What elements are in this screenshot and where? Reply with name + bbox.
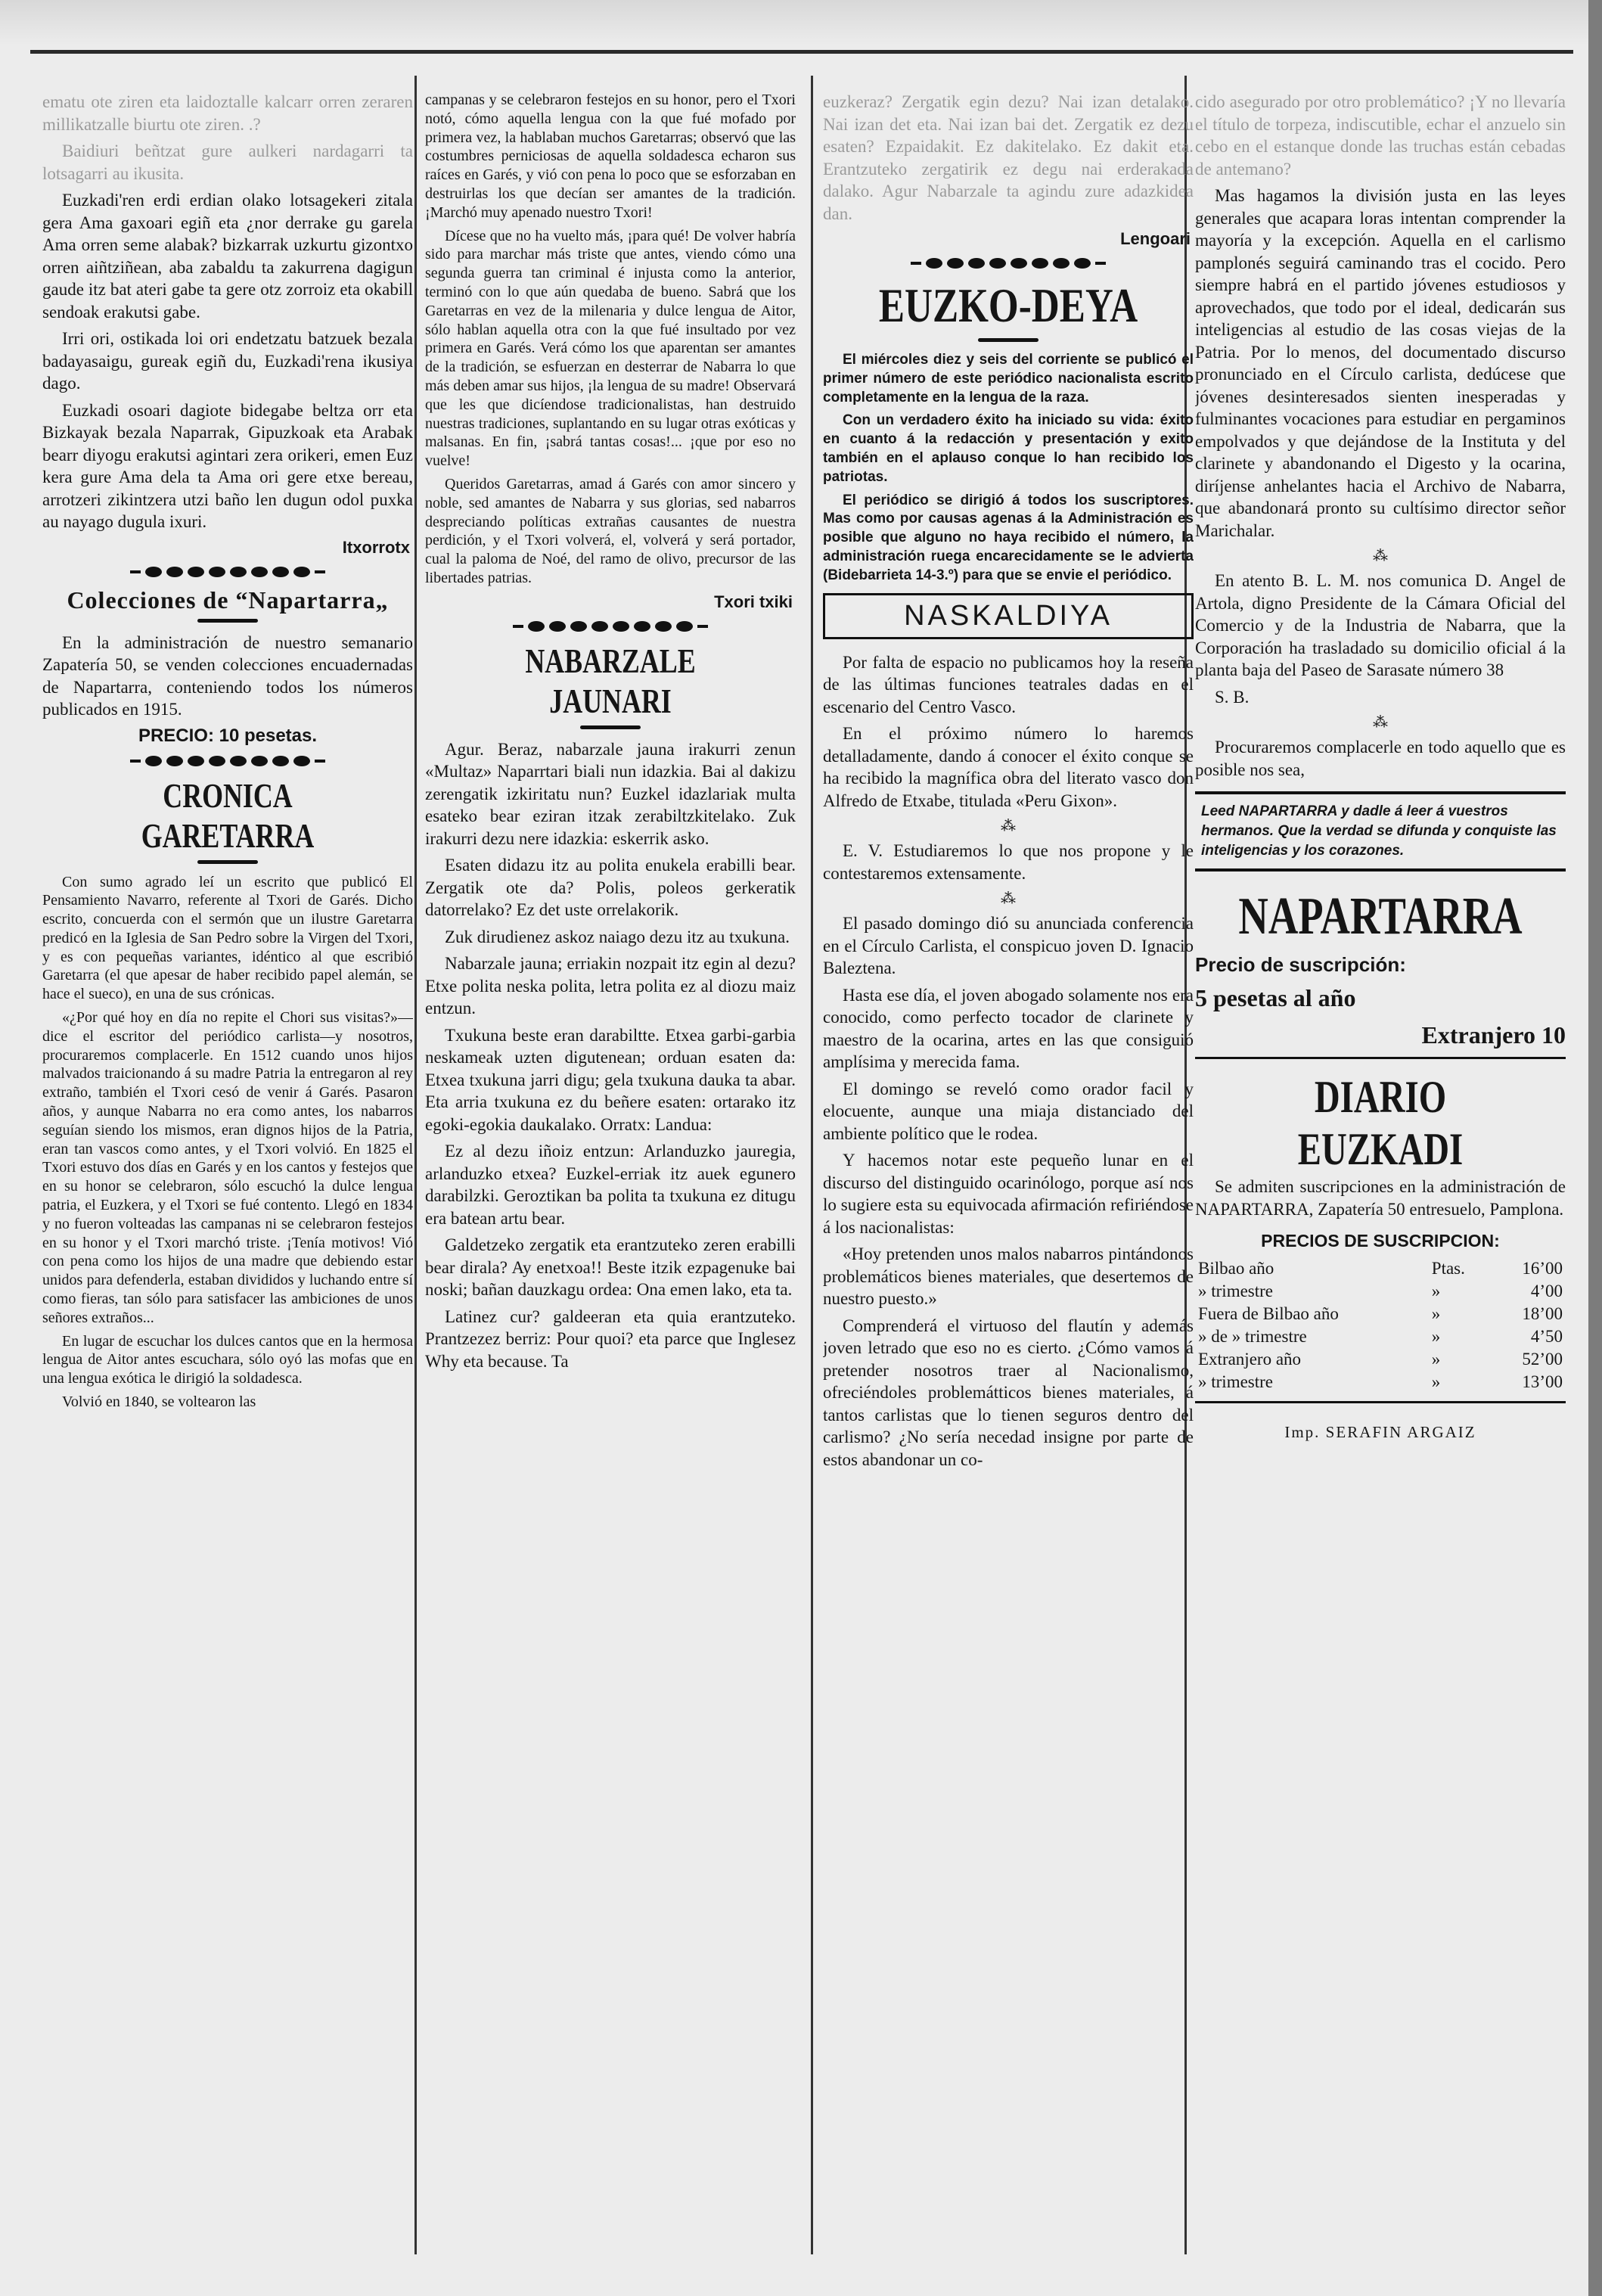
nabarzale-paragraph: Ez al dezu iñoiz entzun: Arlanduzko jauregia, arlanduzko etxea? Euzkel-erriak itz auek egunero darabilzki. Geroztikan ba polita ta txukuna ez ditugu era batean artu bear. (425, 1142, 796, 1228)
rate-value: 18’00 (1522, 1304, 1563, 1323)
rate-unit: » (1431, 1327, 1441, 1346)
conference-paragraph: El pasado domingo dió su anunciada conferencia en el Círculo Carlista, el conspicuo joven D. Ignacio Baleztena. (823, 914, 1194, 978)
cronica-title: CRONICA GARETARRA (141, 775, 315, 855)
nabarzale-paragraph: Txukuna beste eran darabiltte. Etxea garbi-garbia neskameak uzten digutenean; orduan esaten da: Etxea txukuna jarri digu; gela txukuna dauka ta abar. Eta arria txukuna ez du beñere esaten: ortarako itz egoki-egokia daukalako. Orratx: Landua: (425, 1025, 796, 1134)
cronica-paragraph: Volvió en 1840, se voltearon las (62, 1393, 256, 1411)
rate-unit: » (1431, 1282, 1441, 1300)
article-paragraph: euzkeraz? Zergatik egin dezu? Nai izan detalako. Nai izan det eta. Nai izan bai det. Zergatik ez dezu esaten? Ezpaidakit. Ez dakitelako. Ez dakit eta. Erantzuteko zergatirik ez degu nai erderakada dalako. Agur Nabarzale ta agindu zure adazkidea dan. (823, 92, 1194, 223)
nabarzale-paragraph: Agur. Beraz, nabarzale jauna irakurri zenun «Multaz» Naparrtari biali nun idazkia. Bai al dakizu zerengatik izkiritatu nun? Euzkel idazlariak multa esateko bear eziran itzak zerabiltzkitelako. Zuk irakurri dezu nere idazkia: eskerrik asko. (425, 739, 796, 848)
euzko-deya-title: EUZKO-DEYA (878, 278, 1138, 332)
rate-value: 13’00 (1522, 1372, 1563, 1391)
signature-initials: S. B. (1215, 687, 1250, 707)
rate-unit: Ptas. (1431, 1259, 1465, 1278)
rate-value: 4’50 (1530, 1327, 1563, 1346)
printer-imprint: Imp. SERAFIN ARGAIZ (1284, 1423, 1476, 1441)
article-paragraph: En atento B. L. M. nos comunica D. Angel de Artola, digno Presidente de la Cámara Oficial del Comercio y de la Industria de Nabarra, que la Corporación ha trasladado su domicilio oficial á la planta baja del Paseo de Sarasate número 38 (1195, 571, 1566, 679)
divider-line (1195, 1401, 1566, 1403)
asterism-divider: ⁂ (1001, 890, 1016, 908)
rate-row (1195, 1257, 1566, 1280)
conference-paragraph: «Hoy pretenden unos malos nabarros pintándonos problemáticos bienes materiales, que desertemos de nuestro puesto.» (823, 1244, 1194, 1309)
rate-value: 52’00 (1522, 1350, 1563, 1369)
article-paragraph: Euzkadi'ren erdi erdian olako lotsagekeri zitala gera Ama gaxoari egiñ eta ¿nor derrake gu garela Ama orren seme alabak? bizkarrak uzkurtu gizontxo orren aiñtziñean, aba zabaldu ta zakurrena dagigun gaude itz bat ateri gabe ta gere otz zorroiz eta okabill sendoak erakutsi gabe. (42, 191, 413, 322)
author-signature: Lengoari (1120, 229, 1191, 248)
ornament-divider (42, 753, 413, 769)
rate-unit: » (1431, 1372, 1441, 1391)
nabarzale-paragraph: Zuk dirudienez askoz naiago dezu itz au txukuna. (445, 927, 790, 946)
rate-value: 16’00 (1522, 1259, 1563, 1278)
column-4 (1195, 91, 1566, 2254)
ornament-dash (580, 725, 641, 729)
naskaldiya-title: NASKALDIYA (823, 593, 1194, 639)
colecciones-price: PRECIO: 10 pesetas. (138, 725, 318, 746)
precio-extranjero: Extranjero 10 (1421, 1021, 1566, 1049)
nabarzale-paragraph: Nabarzale jauna; erriakin nozpait itz egin al dezu? Etxe polita neska polita, letra polita ez al diozu maiz entzun. (425, 954, 796, 1018)
article-paragraph: ematu ote ziren eta laidoztalle kalcarr orren zeraren millikatzalle biurtu ote ziren. .? (42, 92, 413, 134)
colecciones-text: En la administración de nuestro semanario Zapatería 50, se venden colecciones encuadernadas de Napartarra, conteniendo todos los números publicados en 1915. (42, 632, 413, 719)
nabarzale-paragraph: Esaten didazu itz au polita enukela erabilli bear. Zergatik ote da? Polis, poleos gerkeratik datorrelako? Ez det uste orrelakorik. (425, 856, 796, 920)
precio-suscripcion-label: Precio de suscripción: (1195, 953, 1406, 976)
article-paragraph: cido asegurado por otro problemático? ¡Y no llevaría el título de torpeza, indiscutible, echar el anzuelo sin cebo en el estanque donde las truchas están cebadas de antemano? (1195, 92, 1566, 179)
article-paragraph: Mas hagamos la división justa en las leyes generales que acapara loras intentan comprender la mayoría y la excepción. Aquella en el carlismo pamplonés seguirá caminando tras el cocido. Pero siempre habrá en el partido jóvenes estudiosos y aprovechados, que todo por el ideal, dedicarán sus inteligencias al estudio de las cosas viejas de la Patria. Por lo menos, del documentado discurso pronunciado en el Círculo carlista, dedúcese que jóvenes desinteresados sienten inesperadas y fulminantes vocaciones para estudiar en pergaminos empolvados y que dejándose de la Instituta y del clarinete y abandonando el Digesto y la ocarina, diríjense anhelantes hacia el Archivo de Nabarra, que abandonará pronto su cultísimo director señor Marichalar. (1195, 186, 1566, 540)
rate-row (1195, 1280, 1566, 1303)
rate-row (1195, 1348, 1566, 1371)
conference-paragraph: Comprenderá el virtuoso del flautín y además joven letrado que eso no es cierto. ¿Cómo vamos á pretender nosotros traer al Nacionalismo, ofreciéndoles problemátticos bienes materiales, á tantos carlistas que lo tienen seguros dentro del carlismo? ¿No sería necedad insigne por parte de estos abandonar un co- (823, 1316, 1194, 1469)
rate-row (1195, 1371, 1566, 1393)
divider-line (1195, 1057, 1566, 1059)
asterism-divider: ⁂ (1373, 714, 1388, 731)
ornament-divider (425, 618, 796, 635)
conference-paragraph: Hasta ese día, el joven abogado solamente nos era conocido, como perfecto tocador de clarinete y maestro de la ocarina, artes en las que consiguió amplísima y merecida fama. (823, 985, 1194, 1072)
asterism-divider: ⁂ (1001, 818, 1016, 835)
euzko-deya-paragraph: El miércoles diez y seis del corriente se publicó el primer número de este periódico nacionalista escrito completamente en la lengua de la raza. (823, 352, 1194, 405)
rate-row (1195, 1325, 1566, 1348)
rate-unit: » (1431, 1304, 1441, 1323)
ornament-dash (197, 619, 258, 623)
article-paragraph: Baidiuri beñtzat gure aulkeri nardagarri ta lotsagarri au ikusita. (42, 141, 413, 183)
top-edge-shading (0, 0, 1602, 45)
column-2 (425, 91, 796, 2254)
euzko-deya-paragraph: El periódico se dirigió á todos los suscriptores. Mas como por causas agenas á la Administración es posible que alguno no haya recibido el número, la administración ruega encarecidamente se le advierta (Bidebarrieta 14-3.º) para que se envie el periódico. (823, 492, 1194, 583)
nabarzale-paragraph: Latinez cur? galdeeran eta quia erantzuteko. Prantzezez berriz: Pour quoi? eta parce que Inglesez Why eta because. Ta (425, 1306, 796, 1371)
article-paragraph: Irri ori, ostikada loi ori endetzatu batzuek bezala badayasaigu, gureak egiñ du, Euzkadi'rena ikusiya dago. (42, 329, 413, 393)
naskaldiya-paragraph: E. V. Estudiaremos lo que nos propone y le contestaremos extensamente. (823, 841, 1194, 883)
ornament-dash (978, 338, 1039, 342)
diario-euzkadi-text: Se admiten suscripciones en la administración de NAPARTARRA, Zapatería 50 entresuelo, Pamplona. (1195, 1177, 1566, 1219)
cronica-paragraph: Dícese que no ha vuelto más, ¡para qué! De volver habría sido para marchar más triste que antes, viendo cómo una segunda guerra tan criminal é injusta como la anterior, terminó con lo que aún quedaba de bueno. Sabrá que los Garetarras en vez de la milenaria y dulce lengua de Aitor, sólo hablan aquella otra con la que fué insultado por vez primera en Garés. Verá cómo los que aparentan ser amantes de la tradición, se esfuerzan en desterrar de Nabarra lo que más deben amar sus hijos, ¡la lengua de su madre! Observará que les que dicíendose tradicionalistas, han destruido nuestras tradiciones, suplantando en su lugar otras exóticas y malsanas. En fin, ¡sabrá tantas cosas!... ¡que por eso no vuelve! (425, 227, 796, 470)
cronica-paragraph: campanas y se celebraron festejos en su honor, pero el Txori notó, cómo aquella lengua con la que fué mofado por primera vez, la hablaban muchos Garetarras; observó que las costumbres perniciosas de aquella soldadesca echaron sus raíces en Garés, y vió con pena lo poco que se esforzaban en destruirlas los que decían ser amantes de la tradición. ¡Marchó muy apenado nuestro Txori! (425, 92, 796, 221)
conference-paragraph: El domingo se reveló como orador facil y elocuente, aunque una miaja distanciado del ambiente político que le rodea. (823, 1079, 1194, 1143)
asterism-divider: ⁂ (1373, 548, 1388, 564)
naskaldiya-paragraph: Por falta de espacio no publicamos hoy la reseña de las últimas funciones teatrales dadas en el escenario del Centro Vasco. (823, 652, 1194, 716)
colecciones-title: Colecciones de “Napartarra„ (67, 586, 389, 614)
rate-label: Fuera de Bilbao año (1198, 1304, 1339, 1323)
nabarzale-title: NABARZALE JAUNARI (525, 641, 696, 720)
top-rule (30, 50, 1573, 54)
author-signature: Txori txiki (714, 592, 793, 611)
ornament-divider (42, 564, 413, 580)
precio-anual: 5 pesetas al año (1195, 984, 1356, 1011)
precios-title: PRECIOS DE SUSCRIPCION: (1261, 1231, 1500, 1251)
ornament-dash (197, 860, 258, 864)
cronica-paragraph: En lugar de escuchar los dulces cantos que en la hermosa lengua de Aitor antes escuchara, sólo oyó las mofas que en una lengua exótica le dirigió la soldadesca. (42, 1332, 413, 1387)
cronica-paragraph: Con sumo agrado leí un escrito que publicó El Pensamiento Navarro, referente al Txori de Garés. Dicho escrito, concuerda con el sermón que un ilustre Garetarra predicó en la Iglesia de San Pedro sobre la Virgen del Txori, y es con pequeñas variantes, idéntico al que escribió Garetarra (el que apesar de haber recibido papel alemán, se hace el sueco), en una de sus crónicas. (42, 873, 413, 1003)
author-signature: Itxorrotx (342, 537, 410, 557)
rate-value: 4’00 (1530, 1282, 1563, 1300)
rates-table (1195, 1257, 1566, 1393)
ornament-divider (823, 255, 1194, 272)
rate-label: » de » trimestre (1198, 1327, 1307, 1346)
euzko-deya-paragraph: Con un verdadero éxito ha iniciado su vida: éxito en cuanto á la redacción y presentación y exito también en el aplauso conque lo han recibido los patriotas. (823, 412, 1194, 485)
leed-napartarra-ad: Leed NAPARTARRA y dadle á leer á vuestros hermanos. Que la verdad se difunda y conquiste las inteligencias y los corazones. (1195, 791, 1566, 871)
naskaldiya-paragraph: En el próximo número lo haremos detalladamente, dando á conocer el éxito conque se ha recibido la magnífica obra del literato vasco don Alfredo de Etxabe, titulada «Peru Gixon». (823, 724, 1194, 810)
napartarra-title: NAPARTARRA (1238, 887, 1523, 946)
column-3 (823, 91, 1194, 2254)
rate-label: Extranjero año (1198, 1350, 1302, 1369)
rate-unit: » (1431, 1350, 1441, 1369)
rate-label: » trimestre (1198, 1282, 1273, 1300)
diario-euzkadi-title: DIARIO EUZKADI (1297, 1072, 1464, 1174)
column-rule (414, 76, 417, 2254)
column-rule (811, 76, 813, 2254)
conference-paragraph: Y hacemos notar este pequeño lunar en el discurso del distinguido ocarinólogo, porque así nos lo sugiere esta su equivocada afirmación refiriéndose á los nacionalistas: (823, 1151, 1194, 1237)
article-paragraph: Euzkadi osoari dagiote bidegabe beltza orr eta Bizkayak bezala Naparrak, Gipuzkoak eta Arabak bearr diyogu erakutsi agintari zera orikeri, emen Euz kera gure Ama dela ta Ama ori gere etxe bereau, arrotzeri zikintzera utzi baño len dugun odol puxka au nayago dugula ixuri. (42, 400, 413, 531)
right-edge-shadow (1588, 0, 1602, 2296)
nabarzale-paragraph: Galdetzeko zergatik eta erantzuteko zeren erabilli bear dirala? Ay enetxoa!! Beste itzik ezpagenuke bai noski; bañan dauzkagu ordea: Ona emen lako, eta ta. (425, 1235, 796, 1300)
rate-label: » trimestre (1198, 1372, 1273, 1391)
rate-row (1195, 1303, 1566, 1325)
cronica-paragraph: «¿Por qué hoy en día no repite el Chori sus visitas?»— dice el escritor del periódico carlista—y nosotros, procuraremos complacerle. En 1512 cuando unos hijos malvados traicionando á su madre Patria la entregaron al rey extraño, también el Txori cesó de venir á Garés. Pasaron años, y aunque Nabarra no era como antes, los nabarros seguían siendo los mismos, eran dignos hijos de la Patria, eran tan vascos como antes, y el Txori volvió. En 1825 el Txori estuvo dos días en Garés y en los cantos y festejos que en su honor se celebraron, sólo escuchó la dulce lengua patria, el Euzkera, y el Txori se fué contento. Llegó en 1834 y no fueron volteadas las campanas ni se celebraron festejos en su honor y el Txori marchó triste. ¡Tenía motivos! Vió con pena como los hijos de una madre que debiendo estar unidos para defenderla, estaban divididos y luchando entre sí como fieras, tan sólo para satisfacer las ambiciones de unos señores extraños... (42, 1009, 413, 1326)
rate-label: Bilbao año (1198, 1259, 1274, 1278)
article-paragraph: Procuraremos complacerle en todo aquello que es posible nos sea, (1195, 738, 1566, 779)
column-1 (42, 91, 413, 2254)
cronica-paragraph: Queridos Garetarras, amad á Garés con amor sincero y noble, sed amantes de Nabarra y sus glorias, sed nabarros despreciando políticas extrañas causantes de nuestra perdición, y el Txori volverá, el, volverá y será portador, cual la paloma de Noé, del ramo de olivo, precursor de las libertades patrias. (425, 475, 796, 586)
